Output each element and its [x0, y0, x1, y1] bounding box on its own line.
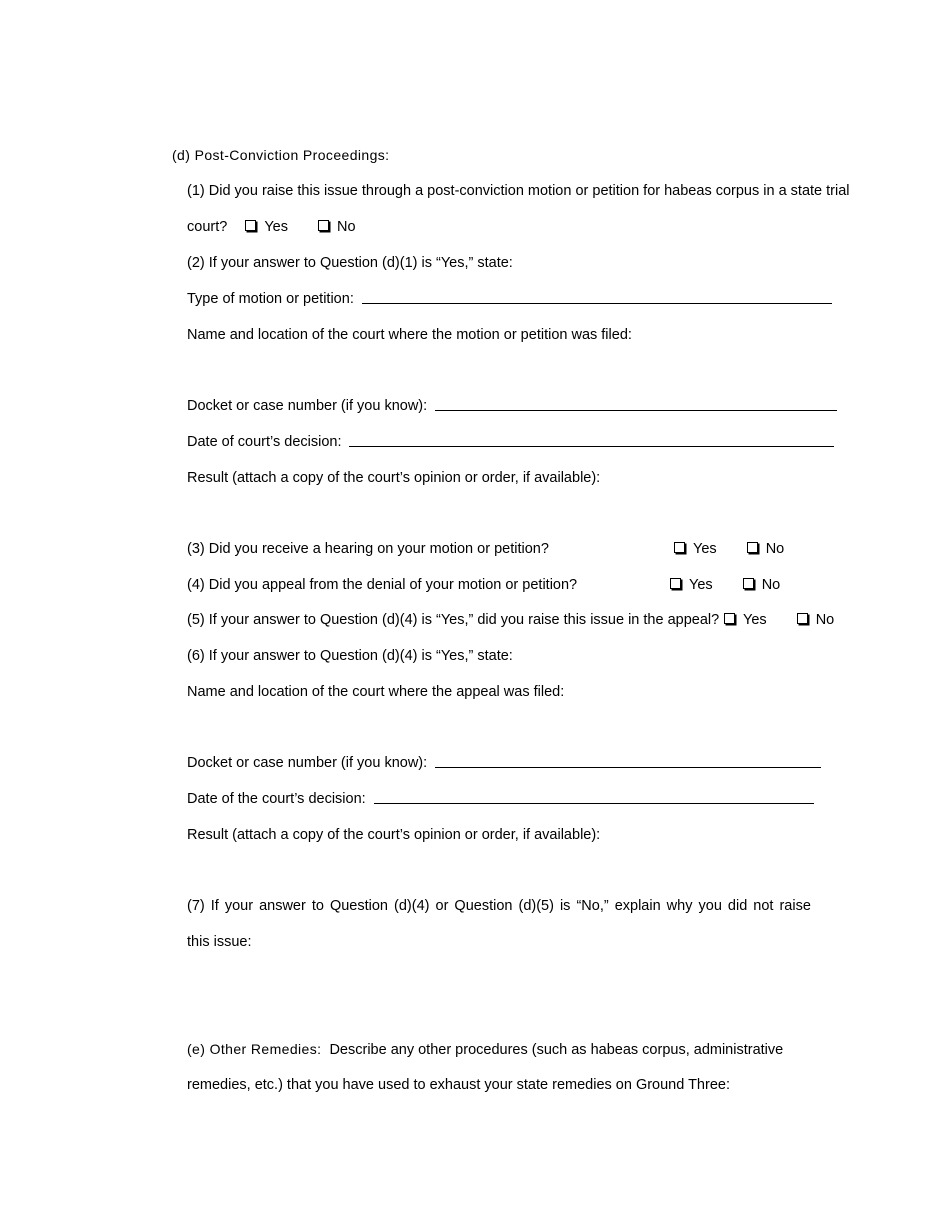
- q2-type-row: [187, 290, 832, 308]
- section-heading: (d) Post-Conviction Proceedings:: [172, 147, 390, 163]
- q1-text-line2: court?: [187, 219, 228, 235]
- q2-date-row: [187, 433, 834, 451]
- q5-no-label: No: [815, 612, 835, 628]
- q2-text: (2) If your answer to Question (d)(1) is “Yes,” state:: [187, 255, 513, 271]
- q1-no-checkbox[interactable]: [318, 220, 329, 231]
- e-heading: (e) Other Remedies:: [187, 1041, 322, 1057]
- q4-no-option[interactable]: [743, 576, 781, 594]
- q6-text: (6) If your answer to Question (d)(4) is “Yes,” state:: [187, 648, 513, 664]
- q2-docket-field[interactable]: [435, 398, 837, 411]
- q3-no-option[interactable]: [747, 540, 785, 558]
- q3-no-checkbox[interactable]: [747, 542, 758, 553]
- q2-docket-label: Docket or case number (if you know):: [187, 398, 428, 414]
- q6-date-label: Date of the court’s decision:: [187, 791, 366, 807]
- q2-court-label: Name and location of the court where the motion or petition was filed:: [187, 327, 632, 343]
- q1-no-label: No: [337, 219, 356, 235]
- q1-yes-label: Yes: [264, 219, 288, 235]
- q3-yes-option[interactable]: [674, 540, 717, 558]
- q4-options: [670, 576, 780, 594]
- q2-docket-row: [187, 397, 837, 415]
- q1-yes-checkbox[interactable]: [245, 220, 256, 231]
- q2-date-label: Date of court’s decision:: [187, 434, 342, 450]
- e-text-line2: remedies, etc.) that you have used to exhaust your state remedies on Ground Three:: [187, 1077, 730, 1093]
- e-row: [187, 1040, 783, 1059]
- q2-type-field[interactable]: [362, 291, 832, 304]
- q5-no-option[interactable]: [797, 611, 835, 629]
- q1-text-line1: (1) Did you raise this issue through a post-conviction motion or petition for habeas corpus in a state trial: [187, 183, 850, 199]
- q3-text: (3) Did you receive a hearing on your motion or petition?: [187, 541, 549, 557]
- q5-options: [724, 611, 834, 629]
- q5-yes-label: Yes: [743, 612, 767, 628]
- q4-yes-checkbox[interactable]: [670, 578, 681, 589]
- q3-yes-checkbox[interactable]: [674, 542, 685, 553]
- q4-no-checkbox[interactable]: [743, 578, 754, 589]
- q7-text-line2: this issue:: [187, 934, 252, 950]
- q6-docket-field[interactable]: [435, 755, 821, 768]
- q6-docket-label: Docket or case number (if you know):: [187, 755, 428, 771]
- q3-yes-label: Yes: [693, 541, 717, 557]
- q3-no-label: No: [765, 541, 785, 557]
- q6-date-field[interactable]: [374, 791, 814, 804]
- q4-text: (4) Did you appeal from the denial of your motion or petition?: [187, 577, 578, 593]
- q5-text: (5) If your answer to Question (d)(4) is “Yes,” did you raise this issue in the appeal?: [187, 612, 720, 628]
- q4-yes-option[interactable]: [670, 576, 713, 594]
- q7-text-line1: (7) If your answer to Question (d)(4) or Question (d)(5) is “No,” explain why you did not raise: [187, 898, 811, 914]
- e-text-line1: Describe any other procedures (such as habeas corpus, administrative: [329, 1042, 784, 1058]
- q6-date-row: [187, 790, 814, 808]
- q2-type-label: Type of motion or petition:: [187, 291, 354, 307]
- q1-no-option[interactable]: [318, 218, 356, 236]
- q6-result-label: Result (attach a copy of the court’s opinion or order, if available):: [187, 827, 601, 843]
- q1-yes-option[interactable]: [245, 218, 288, 236]
- q1-row: [187, 218, 356, 236]
- q4-yes-label: Yes: [689, 577, 713, 593]
- q6-court-label: Name and location of the court where the appeal was filed:: [187, 684, 565, 700]
- q2-date-field[interactable]: [349, 434, 834, 447]
- q6-docket-row: [187, 754, 821, 772]
- q3-options: [674, 540, 784, 558]
- q5-no-checkbox[interactable]: [797, 613, 808, 624]
- q2-result-label: Result (attach a copy of the court’s opinion or order, if available):: [187, 470, 601, 486]
- q5-yes-option[interactable]: [724, 611, 767, 629]
- q4-no-label: No: [761, 577, 781, 593]
- q5-yes-checkbox[interactable]: [724, 613, 735, 624]
